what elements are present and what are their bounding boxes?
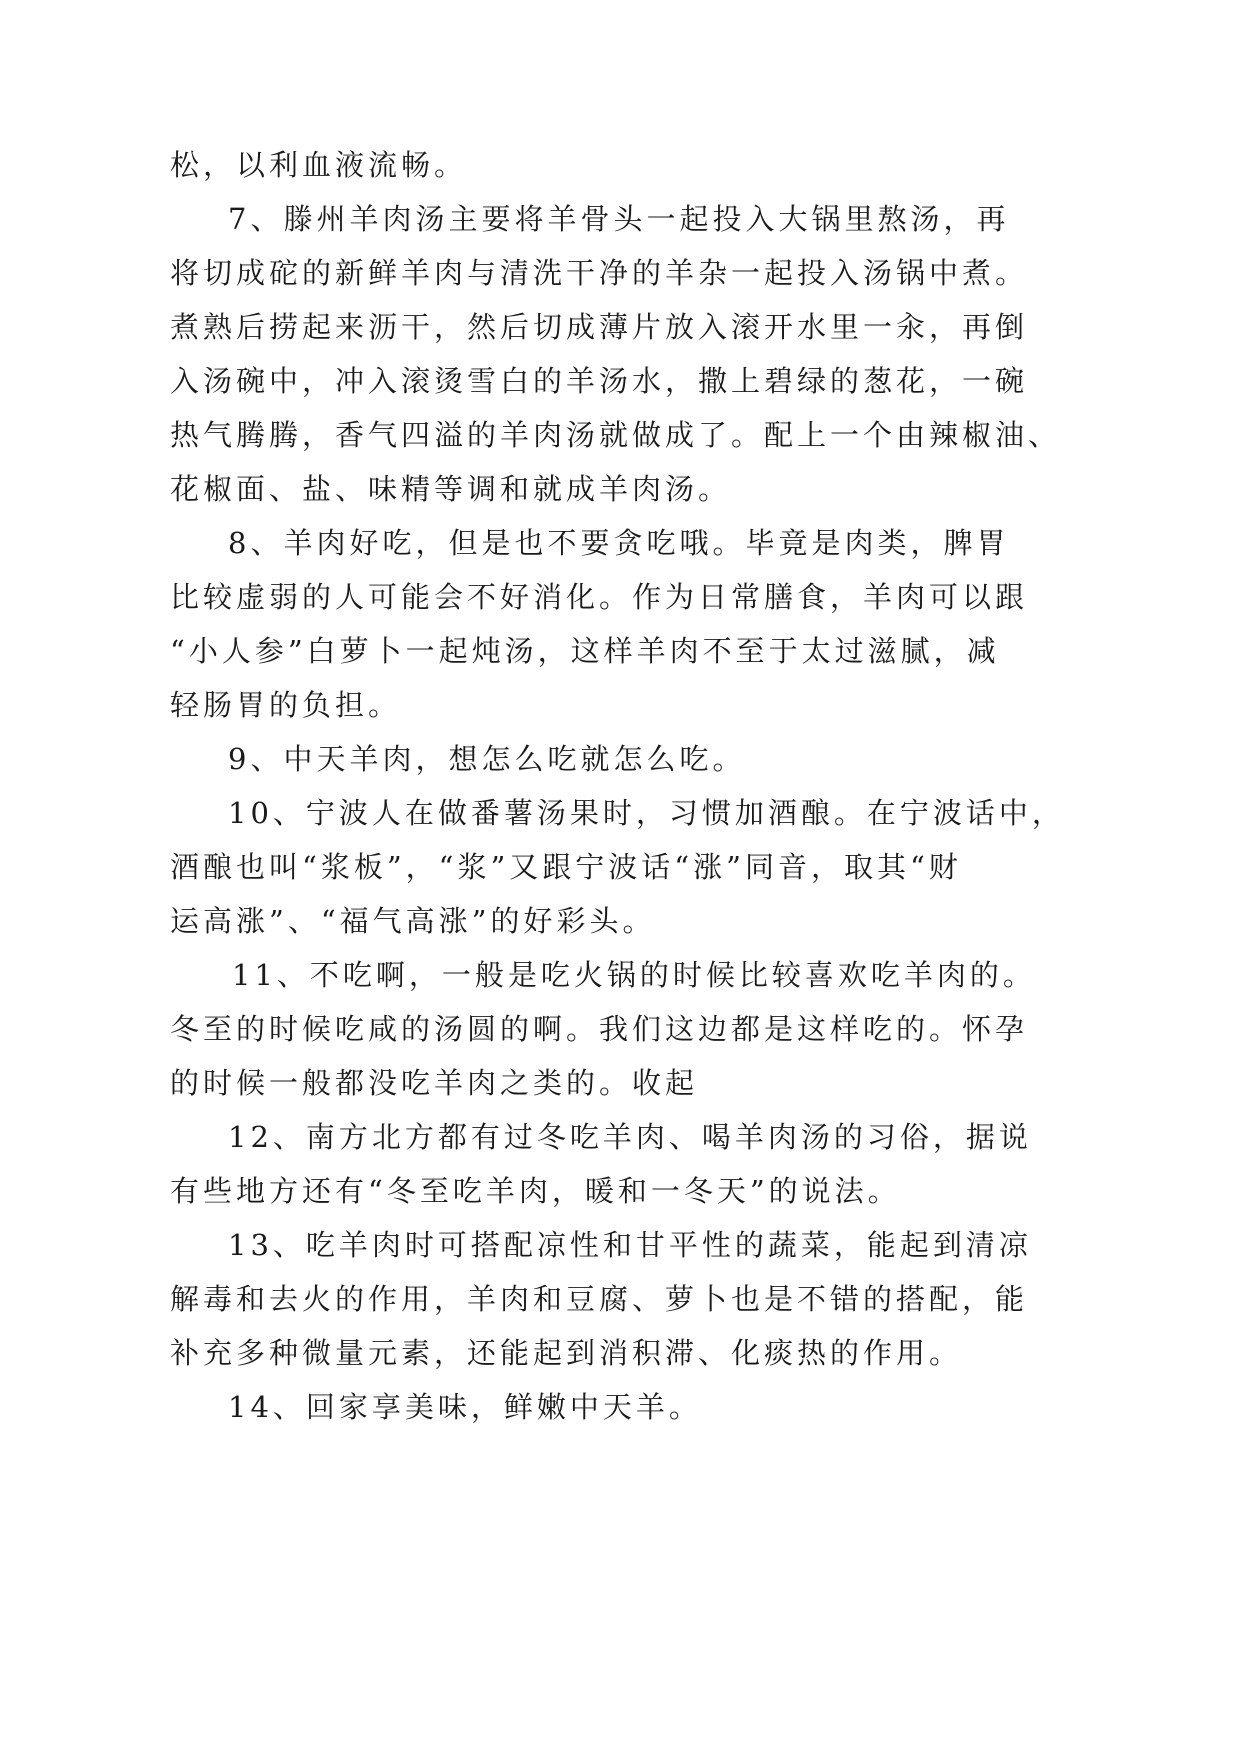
text-line: 12、南方北方都有过冬吃羊肉、喝羊肉汤的习俗，据说 <box>228 1120 1032 1154</box>
text-line: 入汤碗中，冲入滚烫雪白的羊汤水，撒上碧绿的葱花，一碗 <box>170 364 1029 398</box>
text-line: 热气腾腾，香气四溢的羊肉汤就做成了。配上一个由辣椒油、 <box>170 418 1062 452</box>
text-line: 13、吃羊肉时可搭配凉性和甘平性的蔬菜，能起到清凉 <box>228 1228 1032 1262</box>
text-line: 花椒面、盐、味精等调和就成羊肉汤。 <box>170 472 732 506</box>
text-line: 煮熟后捞起来沥干，然后切成薄片放入滚开水里一汆，再倒 <box>170 310 1029 344</box>
text-line: 解毒和去火的作用，羊肉和豆腐、萝卜也是不错的搭配，能 <box>170 1282 1029 1316</box>
text-line: 10、宁波人在做番薯汤果时，习惯加酒酿。在宁波话中， <box>228 796 1065 830</box>
text-line: 11、不吃啊，一般是吃火锅的时候比较喜欢吃羊肉的。 <box>232 958 1036 992</box>
text-line: 14、回家享美味，鲜嫩中天羊。 <box>228 1390 702 1424</box>
text-line: 酒酿也叫“浆板”，“浆”又跟宁波话“涨”同音，取其“财 <box>170 850 962 884</box>
text-line: 将切成砣的新鲜羊肉与清洗干净的羊杂一起投入汤锅中煮。 <box>170 256 1029 290</box>
text-line: 运高涨”、“福气高涨”的好彩头。 <box>170 904 656 938</box>
text-line: 9、中天羊肉，想怎么吃就怎么吃。 <box>228 742 746 776</box>
text-line: 有些地方还有“冬至吃羊肉，暖和一冬天”的说法。 <box>170 1174 901 1208</box>
text-line: 冬至的时候吃咸的汤圆的啊。我们这边都是这样吃的。怀孕 <box>170 1012 1029 1046</box>
text-line: 的时候一般都没吃羊肉之类的。收起 <box>170 1066 699 1100</box>
text-line: 7、滕州羊肉汤主要将羊骨头一起投入大锅里熬汤，再 <box>228 202 1010 236</box>
text-line: 比较虚弱的人可能会不好消化。作为日常膳食，羊肉可以跟 <box>170 580 1029 614</box>
text-line: “小人参”白萝卜一起炖汤，这样羊肉不至于太过滋腻，减 <box>170 634 1000 668</box>
text-line: 补充多种微量元素，还能起到消积滞、化痰热的作用。 <box>170 1336 963 1370</box>
text-line: 松，以利血液流畅。 <box>170 148 468 182</box>
text-line: 轻肠胃的负担。 <box>170 688 402 722</box>
text-line: 8、羊肉好吃，但是也不要贪吃哦。毕竟是肉类，脾胃 <box>228 526 1010 560</box>
